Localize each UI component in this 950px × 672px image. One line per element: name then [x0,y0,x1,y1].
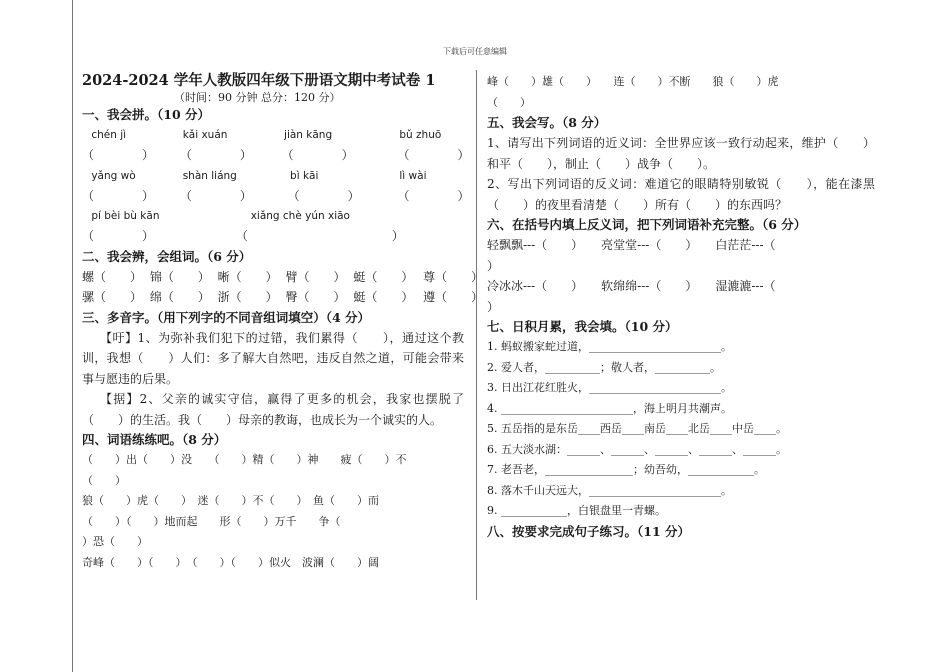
idiom-line[interactable]: ）恐（ ） [82,535,148,548]
char-item[interactable]: 蜓（ ） [353,269,414,284]
answer-blank[interactable]: （ ） [281,148,354,162]
char-item[interactable]: 绵（ ） [149,290,210,304]
pinyin-item: kǎi xuán [182,129,228,141]
recitation-line[interactable]: 2. 爱人者，__________；敬人者，__________。 [487,360,721,374]
char-item[interactable]: 浙（ ） [217,290,278,304]
pinyin-item: lì wài [399,169,427,182]
answer-blank[interactable]: （ ） [82,229,155,243]
answer-blank[interactable]: （ ） [179,188,252,203]
pinyin-item: bǔ zhuō [399,129,442,141]
pinyin-item: bì kāi [290,169,319,182]
left-column [82,72,484,573]
exam-subtitle: （时间：90 分钟 总分：120 分） [174,91,341,104]
char-item[interactable]: 臂（ ） [285,269,346,284]
antonym-question: 2、写出下列词语的反义词：难道它的眼睛特别敏锐（ ），能在漆黑（ ）的夜里看清楚（ ）所有（ ）的东西吗？ [487,177,875,212]
recitation-line[interactable]: 1. 蚂蚁搬家蛇过道，________________________。 [487,340,732,353]
synonym-question: 1、请写出下列词语的近义词：全世界应该一致行动起来，维护（ ）和平（ ），制止（ ）战争（ ）。 [487,136,875,171]
answer-blank[interactable]: （ ） [397,188,470,203]
antonym-fill-line[interactable]: 冷冰冰---（ ） 软绵绵---（ ） 湿漉漉---（ [487,279,776,293]
answer-blank[interactable]: （ ） [82,148,155,162]
char-item[interactable]: 尊（ ） [423,269,484,284]
antonym-fill-line[interactable]: ） [487,299,500,314]
answer-blank-row-2 [82,186,470,207]
idiom-line[interactable]: 峰（ ）雄（ ） 连（ ）不断 狼（ ）虎 [487,75,779,88]
answer-blank[interactable]: （ ） [287,188,360,203]
recitation-line[interactable]: 3. 日出江花红胜火，________________________。 [487,381,732,394]
section-3-heading: 三、多音字。（用下列字的不同音组词填空）（4 分） [82,309,371,325]
idiom-line[interactable]: （ ） [487,95,531,109]
char-item[interactable]: 遵（ ） [423,290,484,304]
section-7-heading: 七、日积月累，我会填。（10 分） [487,319,678,334]
section-2-heading: 二、我会辨，会组词。（6 分） [82,248,252,264]
char-item[interactable]: 螺（ ） [82,269,143,284]
char-item[interactable]: 骡（ ） [82,290,143,304]
recitation-line[interactable]: 5. 五岳指的是东岳____西岳____南岳____北岳____中岳____。 [487,422,787,435]
page-margin-line [72,0,73,672]
pinyin-item: yǎng wò [91,169,136,182]
section-6-heading: 六、在括号内填上反义词，把下列词语补充完整。（6 分） [487,217,807,232]
answer-blank[interactable]: （ ） [397,148,470,162]
answer-blank[interactable]: （ ） [235,229,404,243]
section-4-heading: 四、词语练练吧。（8 分） [82,432,227,447]
char-row-1 [82,267,484,288]
pinyin-item: shàn liáng [182,169,237,182]
pinyin-item: xiǎng chè yún xiāo [250,210,350,222]
recitation-line[interactable]: 8. 落木千山天远大，________________________。 [487,483,732,497]
right-column [487,72,875,542]
idiom-line[interactable]: （ ）出（ ）没 （ ）精（ ）神 疲（ ）不 [82,453,407,466]
section-8-heading: 八、按要求完成句子练习。（11 分） [487,523,690,539]
pinyin-row-3 [82,206,464,226]
exam-title: 2024-2024 学年人教版四年级下册语文期中考试卷 1 [82,72,436,89]
recitation-line[interactable]: 6. 五大淡水湖：______、______、______、______、______。 [487,442,787,456]
char-item[interactable]: 晰（ ） [217,269,278,284]
antonym-fill-line[interactable]: ） [487,258,500,273]
answer-blank-row-3 [82,226,464,247]
recitation-line[interactable]: 7. 老吾老，________________；幼吾幼，____________。 [487,463,765,476]
section-1-heading: 一、我会拼。（10 分） [82,107,210,122]
char-item[interactable]: 蜓（ ） [353,290,414,304]
antonym-fill-line[interactable]: 轻飘飘---（ ） 亮堂堂---（ ） 白茫茫---（ [487,238,776,252]
section-5-heading: 五、我会写。（8 分） [487,115,607,130]
char-row-2 [82,287,484,308]
pinyin-row-2 [82,166,464,186]
column-divider [476,70,477,600]
char-item[interactable]: 臀（ ） [285,290,346,304]
answer-blank-row-1 [82,145,470,166]
recitation-line[interactable]: 9. ____________，白银盘里一青螺。 [487,504,666,517]
char-item[interactable]: 锦（ ） [149,269,210,284]
answer-blank[interactable]: （ ） [82,188,155,203]
polyphone-question-1: 【吁】1、为弥补我们犯下的过错，我们累得（ ），通过这个教训，我想（ ）人们：多了解大自然吧，违反自然之道，可能会带来事与愿违的后果。 [82,330,464,386]
pinyin-row-1 [82,125,464,145]
idiom-line[interactable]: 奇峰（ ）（ ） （ ）（ ）似火 波澜（ ）阔 [82,555,379,569]
pinyin-item: pí bèi bù kān [91,210,160,222]
idiom-line[interactable]: （ ）（ ）地而起 形（ ）万千 争（ [82,514,341,528]
pinyin-item: jiàn kāng [284,129,333,141]
answer-blank[interactable]: （ ） [179,148,252,162]
pinyin-item: chén jì [91,129,127,141]
idiom-line[interactable]: 狼（ ）虎（ ） 迷（ ）不（ ） 鱼（ ）而 [82,494,379,507]
recitation-line[interactable]: 4. ________________________，海上明月共潮声。 [487,401,732,415]
header-note: 下载后可任意编辑 [443,47,507,56]
polyphone-question-2: 【据】2、父亲的诚实守信，赢得了更多的机会，我家也摆脱了（ ）的生活。我（ ）母亲的教诲，也成长为一个诚实的人。 [82,392,464,427]
idiom-line[interactable]: （ ） [82,473,126,487]
